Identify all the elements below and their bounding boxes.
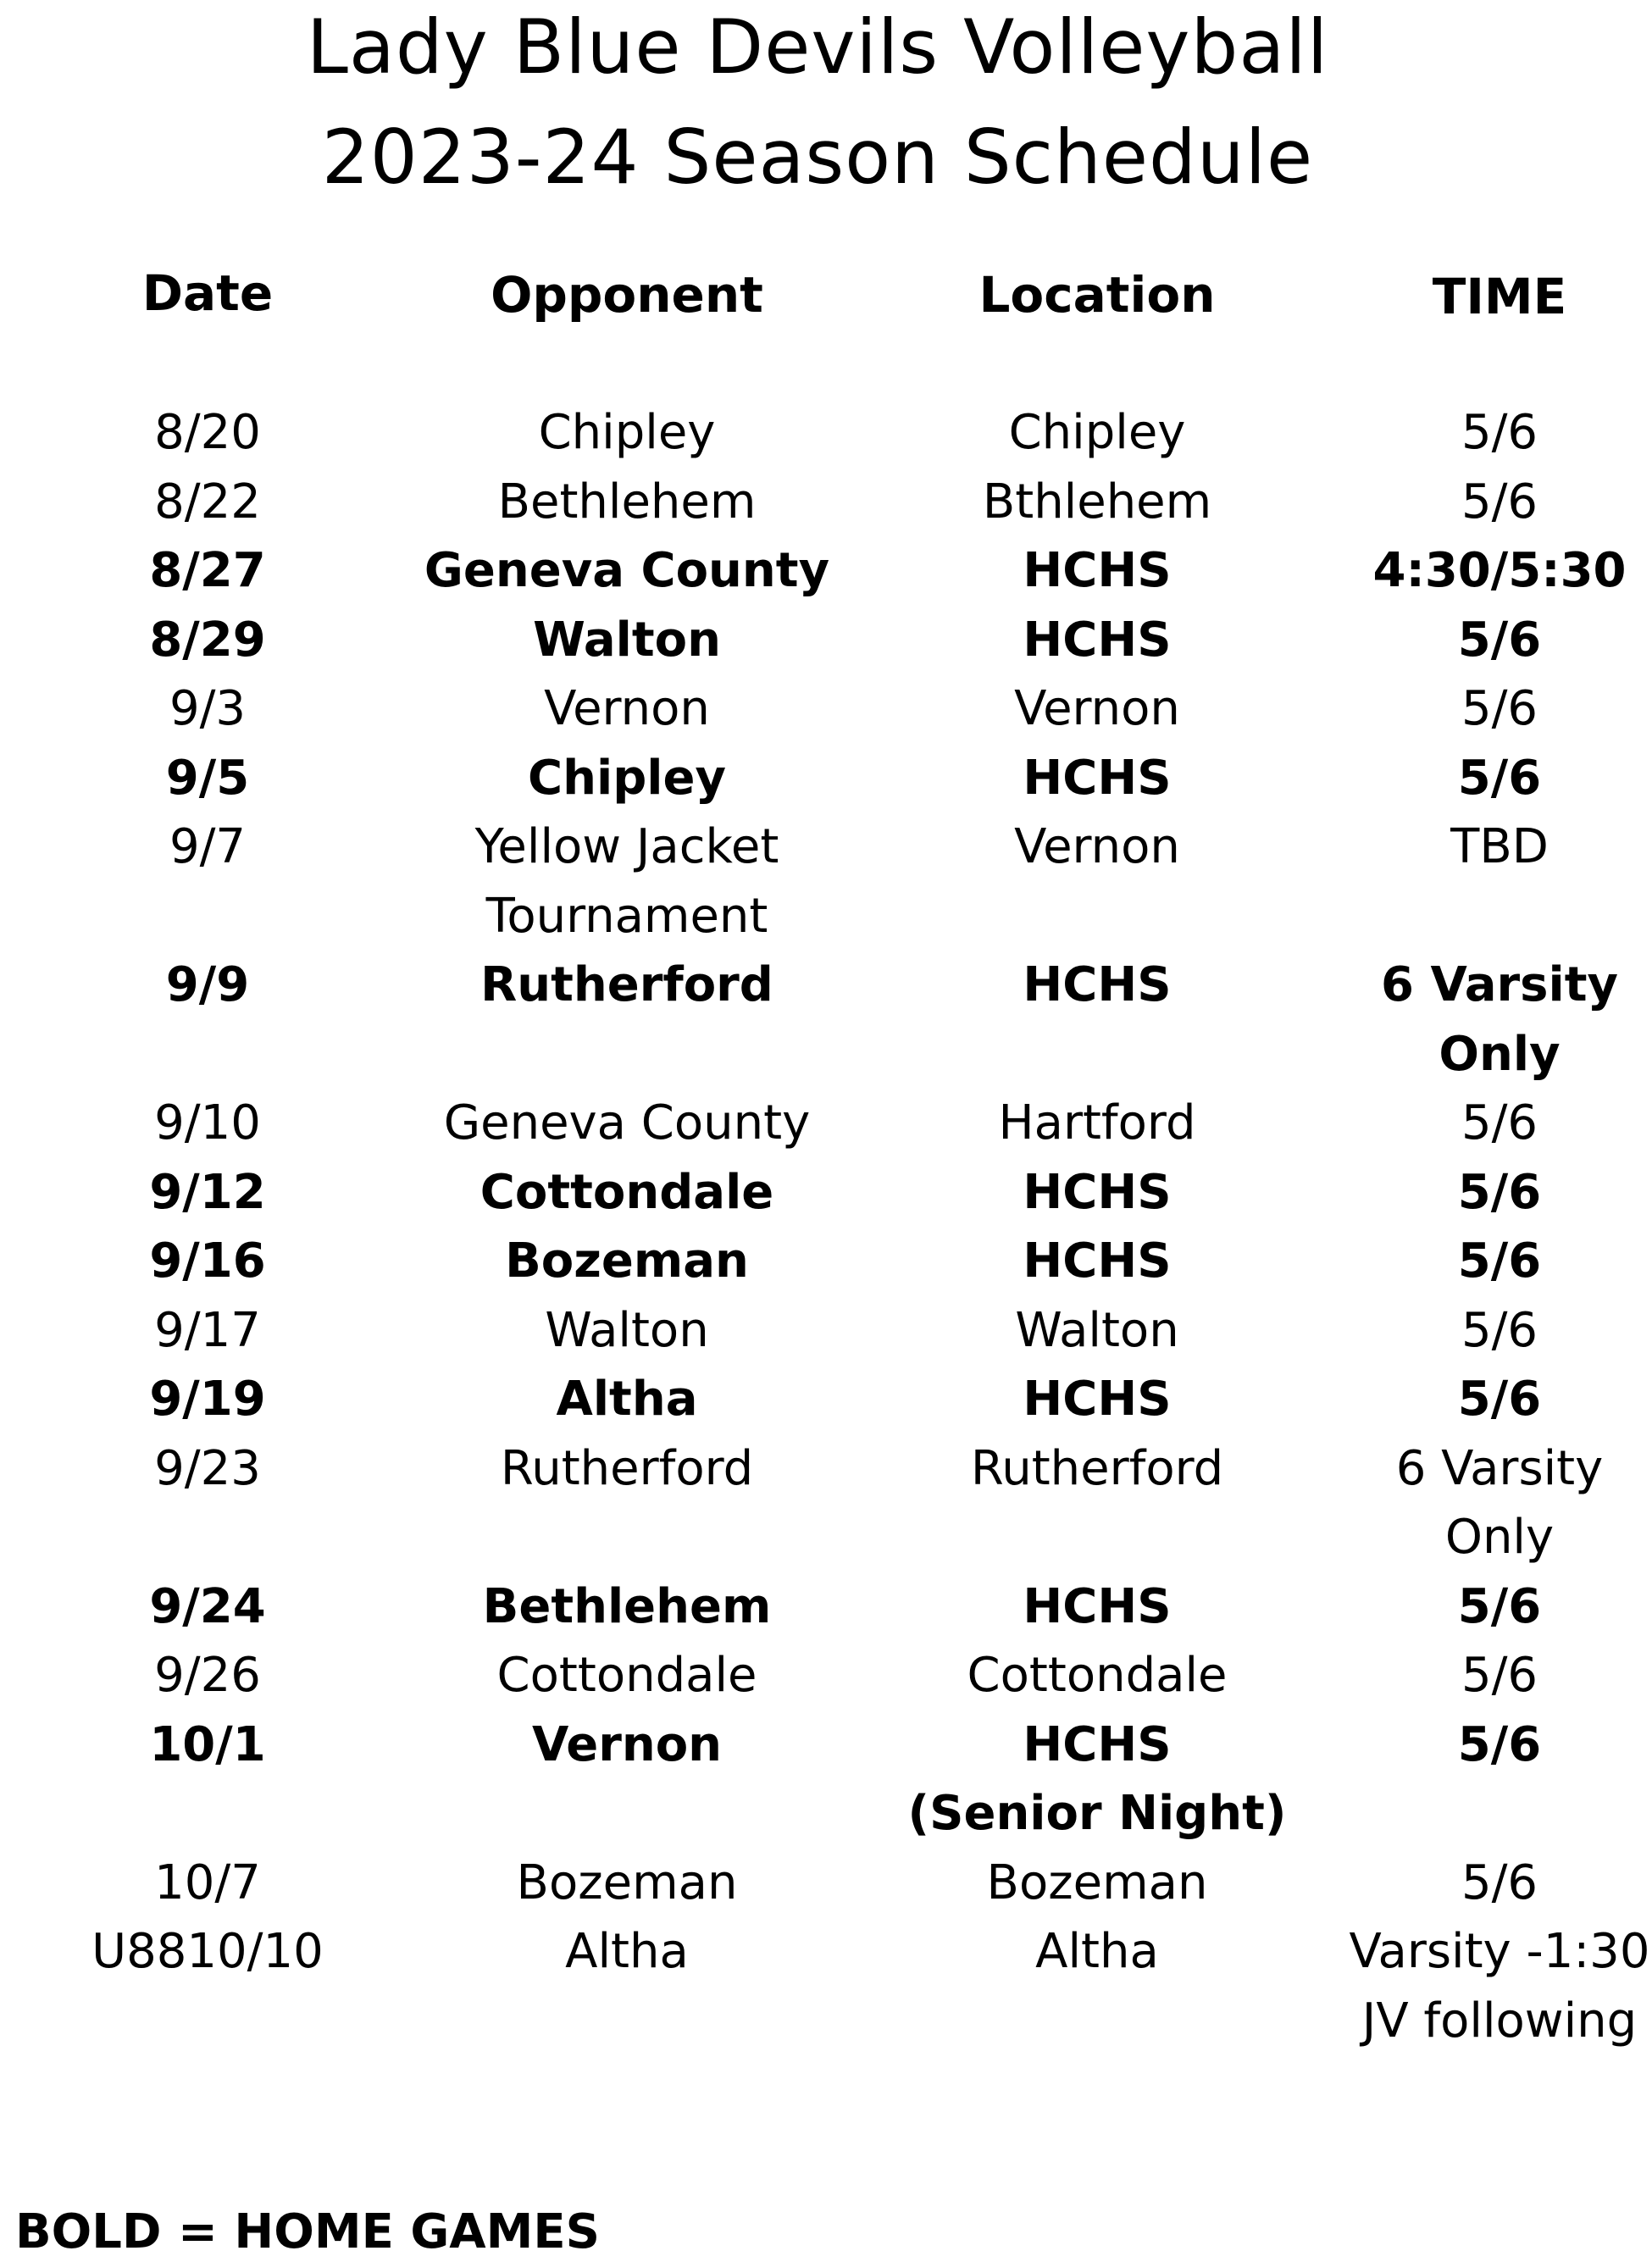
time-cell: 5/6 (1461, 1302, 1538, 1358)
opponent-cell: Bozeman (505, 1234, 749, 1289)
location-cell: HCHS (1023, 750, 1172, 806)
opponent-cell: Geneva County (424, 543, 830, 598)
location-cell: HCHS (1023, 543, 1172, 598)
location-cell: Vernon (1014, 819, 1180, 874)
opponent-cell: Tournament (485, 888, 768, 944)
opponent-cell: Rutherford (480, 957, 773, 1012)
time-cell: Varsity -1:30 (1349, 1924, 1650, 1979)
location-cell: HCHS (1023, 1716, 1172, 1772)
legend-note: BOLD = HOME GAMES (15, 2204, 600, 2259)
location-cell: HCHS (1023, 1372, 1172, 1427)
opponent-cell: Bethlehem (497, 474, 757, 529)
date-cell: 10/7 (154, 1855, 261, 1910)
date-cell: 9/23 (154, 1440, 261, 1496)
location-cell: Chipley (1008, 405, 1186, 460)
time-cell: 5/6 (1461, 681, 1538, 736)
time-cell: 5/6 (1461, 1648, 1538, 1703)
time-cell: 4:30/5:30 (1372, 543, 1627, 598)
opponent-cell: Altha (556, 1372, 698, 1427)
location-cell: HCHS (1023, 1164, 1172, 1220)
time-cell: 5/6 (1461, 474, 1538, 529)
location-cell: (Senior Night) (907, 1786, 1287, 1841)
location-cell: Rutherford (970, 1440, 1224, 1496)
opponent-cell: Walton (545, 1302, 709, 1358)
time-cell: 5/6 (1457, 1372, 1542, 1427)
date-cell: 9/24 (149, 1578, 266, 1634)
location-cell: Bozeman (986, 1855, 1208, 1910)
location-cell: Hartford (998, 1095, 1196, 1150)
opponent-cell: Vernon (531, 1716, 723, 1772)
time-cell: 5/6 (1457, 612, 1542, 668)
opponent-cell: Altha (565, 1924, 689, 1979)
time-cell: 5/6 (1461, 1855, 1538, 1910)
date-cell: 8/27 (149, 543, 266, 598)
opponent-cell: Vernon (544, 681, 710, 736)
date-cell: 9/3 (169, 681, 247, 736)
location-cell: Vernon (1014, 681, 1180, 736)
opponent-cell: Yellow Jacket (474, 819, 779, 874)
opponent-cell: Bozeman (516, 1855, 738, 1910)
date-cell: 9/9 (165, 957, 250, 1012)
location-cell: HCHS (1023, 1234, 1172, 1289)
date-cell: 9/10 (154, 1095, 261, 1150)
location-cell: Cottondale (967, 1648, 1228, 1703)
time-cell: 6 Varsity (1395, 1440, 1604, 1496)
time-cell: JV following (1361, 1993, 1638, 2049)
page-subtitle: 2023-24 Season Schedule (321, 114, 1314, 201)
location-cell: HCHS (1023, 957, 1172, 1012)
date-cell: 8/22 (154, 474, 261, 529)
date-cell: 9/19 (149, 1372, 266, 1427)
opponent-cell: Cottondale (496, 1648, 757, 1703)
column-header-opponent: Opponent (491, 266, 763, 324)
date-cell: 9/7 (169, 819, 247, 874)
date-cell: U8810/10 (91, 1924, 324, 1979)
time-cell: 5/6 (1457, 1234, 1542, 1289)
opponent-cell: Chipley (538, 405, 716, 460)
date-cell: 8/20 (154, 405, 261, 460)
date-cell: 10/1 (149, 1716, 266, 1772)
opponent-cell: Cottondale (480, 1164, 774, 1220)
date-cell: 9/26 (154, 1648, 261, 1703)
time-cell: 5/6 (1461, 405, 1538, 460)
opponent-cell: Rutherford (500, 1440, 754, 1496)
time-cell: 6 Varsity (1381, 957, 1618, 1012)
time-cell: Only (1444, 1510, 1555, 1565)
location-cell: Walton (1015, 1302, 1179, 1358)
date-cell: 8/29 (149, 612, 266, 668)
time-cell: 5/6 (1461, 1095, 1538, 1150)
time-cell: 5/6 (1457, 1164, 1542, 1220)
column-header-location: Location (978, 266, 1216, 324)
time-cell: 5/6 (1457, 750, 1542, 806)
opponent-cell: Chipley (528, 750, 726, 806)
time-cell: 5/6 (1457, 1578, 1542, 1634)
date-cell: 9/12 (149, 1164, 266, 1220)
date-cell: 9/5 (165, 750, 250, 806)
location-cell: Altha (1035, 1924, 1159, 1979)
location-cell: Bthlehem (982, 474, 1212, 529)
opponent-cell: Bethlehem (482, 1578, 772, 1634)
date-cell: 9/16 (149, 1234, 266, 1289)
column-header-date: Date (141, 264, 274, 322)
time-cell: TBD (1450, 819, 1549, 874)
location-cell: HCHS (1023, 612, 1172, 668)
opponent-cell: Walton (533, 612, 721, 668)
page-title: Lady Blue Devils Volleyball (306, 3, 1329, 91)
location-cell: HCHS (1023, 1578, 1172, 1634)
opponent-cell: Geneva County (443, 1095, 811, 1150)
date-cell: 9/17 (154, 1302, 261, 1358)
time-cell: 5/6 (1457, 1716, 1542, 1772)
time-cell: Only (1439, 1026, 1561, 1082)
column-header-time: TIME (1432, 268, 1567, 325)
